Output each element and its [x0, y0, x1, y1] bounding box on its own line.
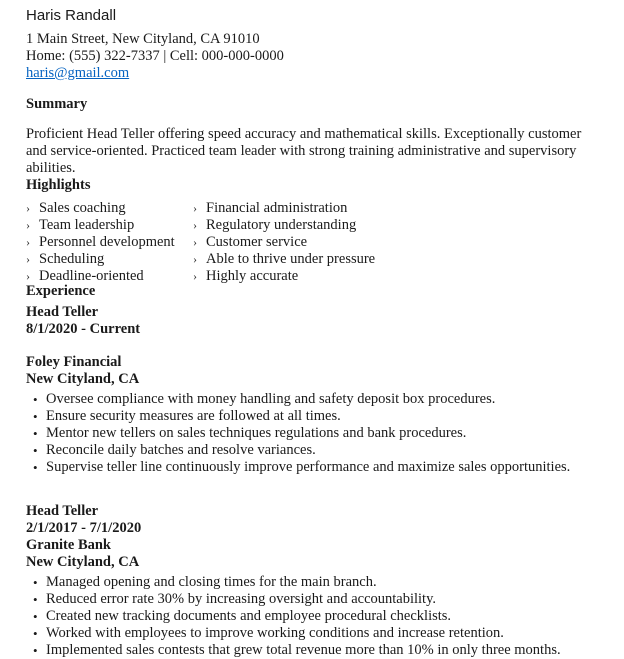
chevron-bullet-icon: ›: [26, 252, 30, 266]
highlight-label: Able to thrive under pressure: [206, 251, 376, 267]
job-title: Head Teller: [26, 503, 99, 519]
job-entry-1: [26, 304, 596, 476]
highlight-item: [26, 234, 193, 251]
chevron-bullet-icon: ›: [26, 269, 30, 283]
job-duty-text: Reduced error rate 30% by increasing oversight and accountability.: [46, 591, 437, 607]
chevron-bullet-icon: ›: [26, 218, 30, 232]
job-duty-item: [26, 425, 596, 442]
job-duty-item: [26, 459, 596, 476]
round-bullet-icon: •: [33, 409, 38, 424]
job-duty-text: Implemented sales contests that grew total revenue more than 10% in only three months.: [46, 642, 561, 658]
job-duty-item: [26, 574, 596, 591]
highlight-label: Scheduling: [39, 251, 105, 267]
highlight-label: Personnel development: [39, 234, 175, 250]
email-link[interactable]: haris@gmail.com: [26, 65, 130, 81]
job-duty-text: Managed opening and closing times for the main branch.: [46, 574, 377, 590]
summary-text: Proficient Head Teller offering speed accuracy and mathematical skills. Exceptionally customer and service-oriented. Practiced team leader with strong training administrative and supervisory abilities.: [26, 126, 582, 176]
highlight-item: [26, 251, 193, 268]
highlights-left-column: [26, 200, 193, 285]
job-duty-item: [26, 642, 596, 659]
highlights-heading: Highlights: [26, 177, 91, 193]
job-dates: 8/1/2020 - Current: [26, 321, 141, 337]
round-bullet-icon: •: [33, 626, 38, 641]
chevron-bullet-icon: ›: [193, 269, 197, 283]
round-bullet-icon: •: [33, 609, 38, 624]
round-bullet-icon: •: [33, 392, 38, 407]
chevron-bullet-icon: ›: [193, 252, 197, 266]
highlight-label: Customer service: [206, 234, 308, 250]
job-duty-text: Mentor new tellers on sales techniques regulations and bank procedures.: [46, 425, 467, 441]
job-duties-list: [26, 574, 596, 659]
job-duty-item: [26, 591, 596, 608]
job-title: Head Teller: [26, 304, 99, 320]
highlight-item: [193, 200, 596, 217]
highlights-columns: [26, 200, 596, 285]
highlight-label: Regulatory understanding: [206, 217, 357, 233]
job-duty-item: [26, 408, 596, 425]
job-dates: 2/1/2017 - 7/1/2020: [26, 520, 142, 536]
highlight-item: [26, 217, 193, 234]
job-duty-text: Supervise teller line continuously improve performance and maximize sales opportunities.: [46, 459, 571, 475]
job-company: Foley Financial: [26, 354, 122, 370]
chevron-bullet-icon: ›: [193, 201, 197, 215]
round-bullet-icon: •: [33, 643, 38, 658]
chevron-bullet-icon: ›: [26, 201, 30, 215]
job-duty-item: [26, 608, 596, 625]
round-bullet-icon: •: [33, 443, 38, 458]
chevron-bullet-icon: ›: [193, 235, 197, 249]
highlight-item: [193, 268, 596, 285]
highlights-right-column: [193, 200, 596, 285]
candidate-name: Haris Randall: [26, 7, 117, 24]
round-bullet-icon: •: [33, 426, 38, 441]
experience-heading: Experience: [26, 283, 96, 299]
job-duties-list: [26, 391, 596, 476]
highlight-item: [193, 234, 596, 251]
chevron-bullet-icon: ›: [26, 235, 30, 249]
job-duty-item: [26, 625, 596, 642]
round-bullet-icon: •: [33, 460, 38, 475]
highlight-item: [193, 251, 596, 268]
job-location: New Cityland, CA: [26, 371, 140, 387]
highlight-label: Deadline-oriented: [39, 268, 144, 284]
highlight-label: Sales coaching: [39, 200, 126, 216]
job-location: New Cityland, CA: [26, 554, 140, 570]
address-line: 1 Main Street, New Cityland, CA 91010: [26, 31, 260, 47]
job-duty-item: [26, 391, 596, 408]
highlight-item: [26, 200, 193, 217]
highlight-label: Team leadership: [39, 217, 135, 233]
job-duty-item: [26, 442, 596, 459]
phone-line: Home: (555) 322-7337 | Cell: 000-000-0000: [26, 48, 284, 64]
round-bullet-icon: •: [33, 592, 38, 607]
job-duty-text: Ensure security measures are followed at all times.: [46, 408, 341, 424]
highlight-label: Financial administration: [206, 200, 348, 216]
job-duty-text: Reconcile daily batches and resolve variances.: [46, 442, 316, 458]
contact-header: [26, 6, 596, 82]
job-company: Granite Bank: [26, 537, 111, 553]
job-duty-text: Worked with employees to improve working conditions and increase retention.: [46, 625, 504, 641]
highlight-item: [193, 217, 596, 234]
highlight-label: Highly accurate: [206, 268, 299, 284]
job-duty-text: Created new tracking documents and employee procedural checklists.: [46, 608, 452, 624]
summary-heading: Summary: [26, 96, 88, 112]
round-bullet-icon: •: [33, 575, 38, 590]
job-duty-text: Oversee compliance with money handling and safety deposit box procedures.: [46, 391, 496, 407]
chevron-bullet-icon: ›: [193, 218, 197, 232]
